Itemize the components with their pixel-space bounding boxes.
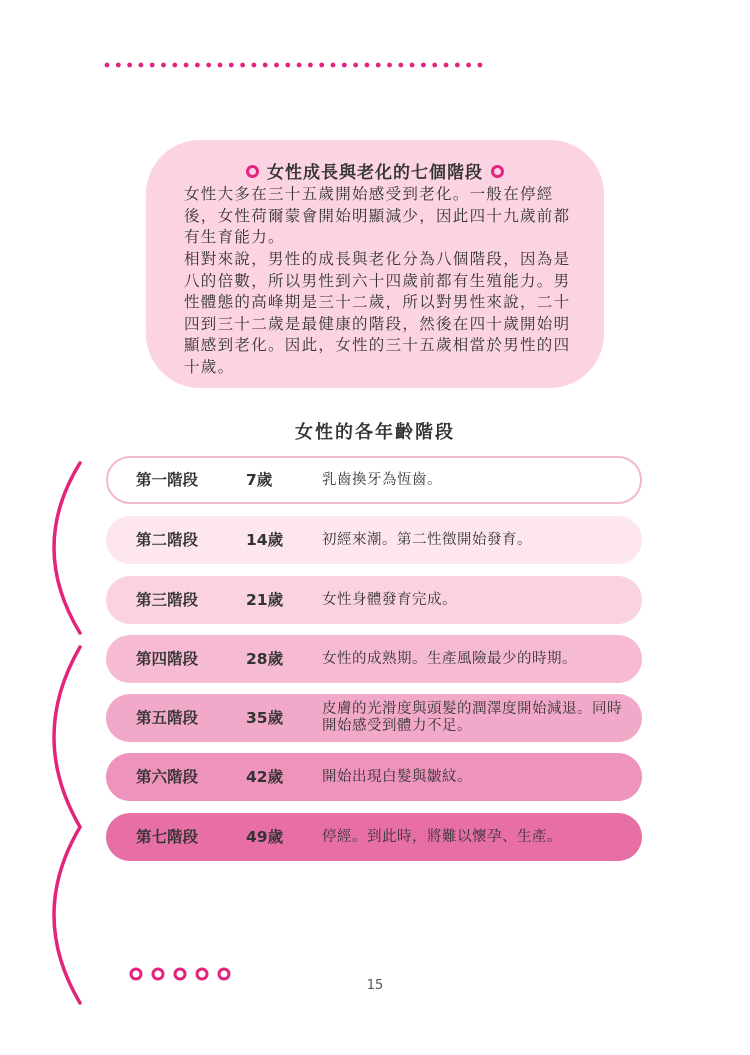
stage-label: 第二階段 [136,531,199,549]
dot-icon [206,63,211,68]
stage-row-2 [106,516,642,564]
dot-icon [444,63,449,68]
stage-desc: 皮膚的光滑度與頭髮的潤澤度開始減退。同時開始感受到體力不足。 [322,701,622,734]
dot-icon [398,63,403,68]
section-title: 女性的各年齡階段 [295,422,455,443]
ring-bullet-icon [491,165,504,178]
stage-desc: 女性身體發育完成。 [322,591,457,608]
side-bracket-icon [38,455,88,1015]
stage-row-5 [106,694,642,742]
dot-icon [139,63,144,68]
dot-icon [342,63,347,68]
dot-icon [478,63,483,68]
info-box-title-row [0,158,750,183]
dot-icon [308,63,313,68]
stage-age: 28歲 [246,650,284,668]
stage-label: 第三階段 [136,591,199,609]
dot-icon [184,63,189,68]
dot-icon [105,63,110,68]
dot-icon [172,63,177,68]
stage-desc: 開始出現白髮與皺紋。 [322,768,472,785]
stage-age: 14歲 [246,531,284,549]
stage-label: 第六階段 [136,768,199,786]
dot-icon [432,63,437,68]
ring-bullet-icon [246,165,259,178]
dot-icon [331,63,336,68]
dot-icon [274,63,279,68]
stage-desc: 初經來潮。第二性徵開始發育。 [322,531,532,548]
dot-icon [285,63,290,68]
stage-label: 第一階段 [136,471,199,489]
stage-age: 7歲 [246,471,273,489]
stage-row-6 [106,753,642,801]
dot-icon [387,63,392,68]
stage-row-1 [106,456,642,504]
page-number: 15 [366,978,384,993]
top-dot-row-icon [104,60,484,70]
info-paragraph-1: 女性大多在三十五歲開始感受到老化。一般在停經後，女性荷爾蒙會開始明顯減少，因此四十九歲前都有生育能力。 [184,185,571,246]
stage-age: 49歲 [246,828,284,846]
stage-row-3 [106,576,642,624]
stage-row-7 [106,813,642,861]
dot-icon [421,63,426,68]
dot-icon [410,63,415,68]
dot-icon [161,63,166,68]
stage-desc: 乳齒換牙為恆齒。 [322,471,442,488]
dot-icon [229,63,234,68]
stage-age: 35歲 [246,709,284,727]
dot-icon [252,63,257,68]
stage-label: 第四階段 [136,650,199,668]
info-paragraph-2: 相對來說，男性的成長與老化分為八個階段，因為是八的倍數，所以男性到六十四歲前都有生殖能力。男性體態的高峰期是三十二歲，所以對男性來說，二十四到三十二歲是最健康的階段，然後在四十歲開始明顯感到老化。因此，女性的三十五歲相當於男性的四十歲。 [184,250,571,376]
dot-icon [365,63,370,68]
stage-desc: 停經。到此時，將難以懷孕、生產。 [322,828,562,845]
dot-icon [466,63,471,68]
dot-icon [150,63,155,68]
dot-icon [127,63,132,68]
dot-icon [297,63,302,68]
info-box-title: 女性成長與老化的七個階段 [267,163,483,183]
stage-label: 第七階段 [136,828,199,846]
dot-icon [319,63,324,68]
dot-icon [376,63,381,68]
dot-icon [455,63,460,68]
dot-icon [263,63,268,68]
stage-desc: 女性的成熟期。生產風險最少的時期。 [322,650,577,667]
dot-icon [240,63,245,68]
stage-row-4 [106,635,642,683]
stage-age: 21歲 [246,591,284,609]
stage-label: 第五階段 [136,709,199,727]
dot-icon [353,63,358,68]
dot-icon [218,63,223,68]
dot-icon [116,63,121,68]
stage-age: 42歲 [246,768,284,786]
dot-icon [195,63,200,68]
